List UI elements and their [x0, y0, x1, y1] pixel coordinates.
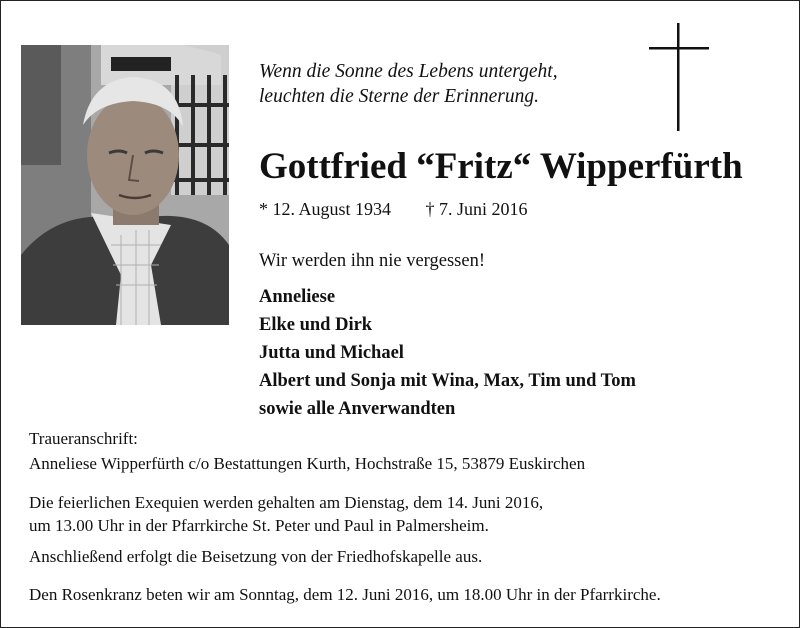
service-line: Die feierlichen Exequien werden gehalten am Dienstag, dem 14. Juni 2016, [29, 493, 544, 512]
service-line: um 13.00 Uhr in der Pfarrkirche St. Peter und Paul in Palmersheim. [29, 516, 489, 535]
memorial-quote [259, 59, 558, 109]
mourners-list [259, 283, 636, 423]
death-date: † 7. Juni 2016 [425, 199, 528, 219]
quote-line: leuchten die Sterne der Erinnerung. [259, 86, 539, 107]
mourner-entry: Albert und Sonja mit Wina, Max, Tim und Tom [259, 371, 636, 391]
mourner-entry: Elke und Dirk [259, 315, 373, 335]
deceased-name: Gottfried “Fritz“ Wipperfürth [259, 146, 743, 187]
portrait-photo [21, 45, 229, 325]
funeral-service-info [29, 491, 543, 537]
mourner-entry: Jutta und Michael [259, 343, 404, 363]
quote-line: Wenn die Sonne des Lebens untergeht, [259, 61, 558, 82]
mourning-address-label: Traueranschrift: [29, 429, 138, 448]
burial-info: Anschließend erfolgt die Beisetzung von der Friedhofskapelle aus. [29, 547, 483, 566]
life-dates [259, 198, 528, 220]
cross-icon [647, 23, 711, 131]
motto: Wir werden ihn nie vergessen! [259, 251, 485, 271]
mourning-address [29, 426, 585, 476]
mourner-entry: Anneliese [259, 287, 336, 307]
mourning-address-text: Anneliese Wipperfürth c/o Bestattungen Kurth, Hochstraße 15, 53879 Euskirchen [29, 454, 586, 473]
rosary-info: Den Rosenkranz beten wir am Sonntag, dem 12. Juni 2016, um 18.00 Uhr in der Pfarrkirche. [29, 585, 661, 604]
birth-date: * 12. August 1934 [259, 199, 392, 219]
mourner-entry: sowie alle Anverwandten [259, 399, 456, 419]
